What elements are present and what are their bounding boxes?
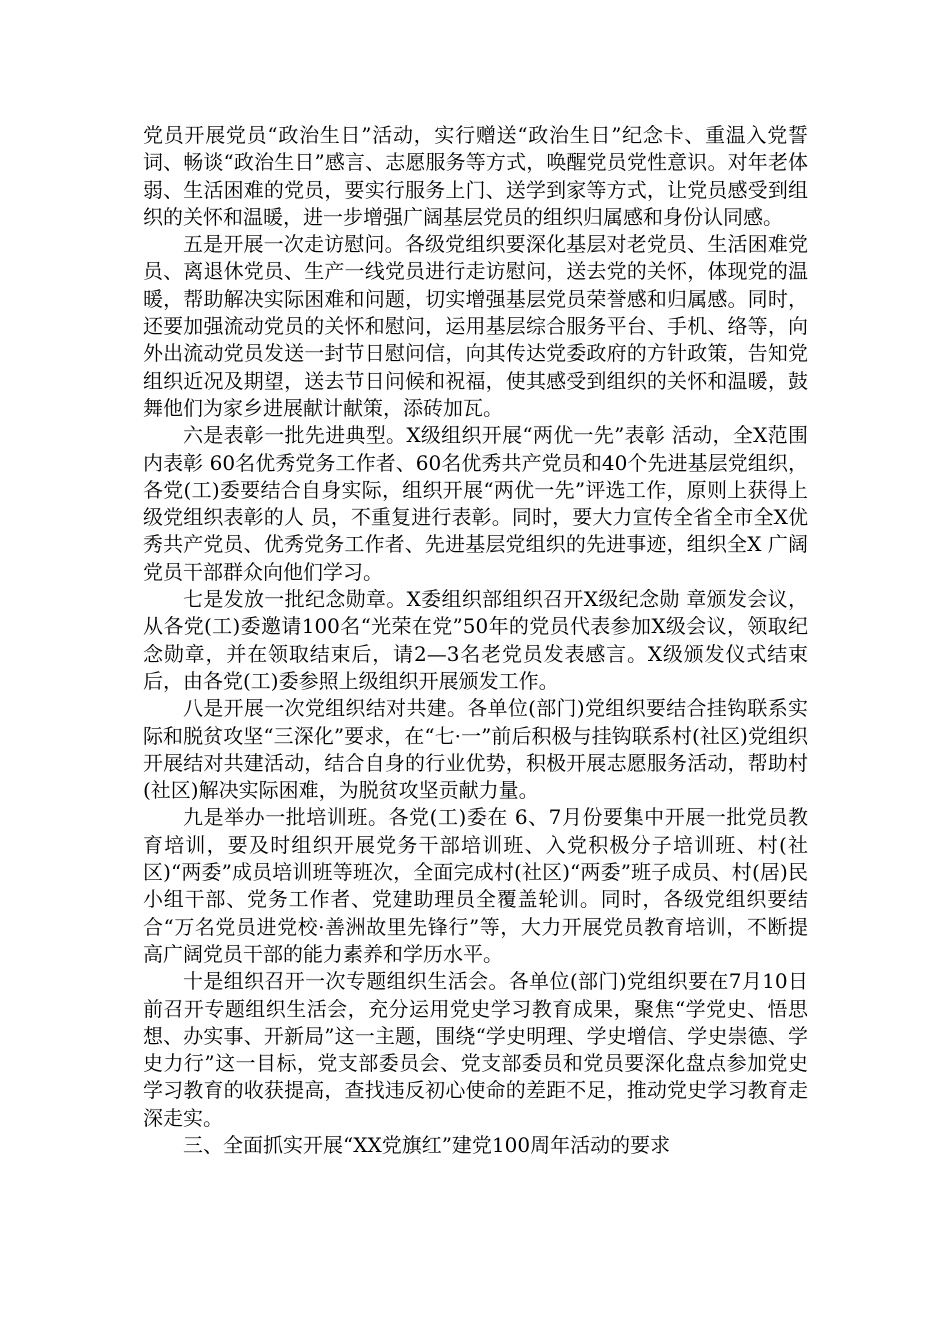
paragraph-1: 党员开展党员“政治生日”活动，实行赠送“政治生日”纪念卡、重温入党誓词、畅谈“政治生日”感言、志愿服务等方式，唤醒党员党性意识。对年老体弱、生活困难的党员，要实行服务上门、送学到家等方式，让党员感受到组织的关怀和温暖，进一步增强广阔基层党员的组织归属感和身份认同感。 xyxy=(143,123,808,229)
paragraph-5: 八是开展一次党组织结对共建。各单位(部门)党组织要结合挂钩联系实际和脱贫攻坚“三深化”要求，在“七·一”前后积极与挂钩联系村(社区)党组织开展结对共建活动，结合自身的行业优势，积极开展志愿服务活动，帮助村(社区)解决实际困难，为脱贫攻坚贡献力量。 xyxy=(143,696,808,803)
paragraph-7: 十是组织召开一次专题组织生活会。各单位(部门)党组织要在7月10日前召开专题组织生活会，充分运用党史学习教育成果，聚焦“学党史、悟思想、办实事、开新局”这一主题，围绕“学史明理、学史增信、学史崇德、学史力行”这一目标，党支部委员会、党支部委员和党员要深化盘点参加党史学习教育的收获提高，查找违反初心使命的差距不足，推动党史学习教育走深走实。 xyxy=(143,969,808,1130)
document-body xyxy=(143,122,808,1159)
paragraph-2: 五是开展一次走访慰问。各级党组织要深化基层对老党员、生活困难党员、离退休党员、生产一线党员进行走访慰问，送去党的关怀，体现党的温暖，帮助解决实际困难和问题，切实增强基层党员荣誉感和归属感。同时，还要加强流动党员的关怀和慰问，运用基层综合服务平台、手机、络等，向外出流动党员发送一封节日慰问信，向其传达党委政府的方针政策，告知党组织近况及期望，送去节日问候和祝福，使其感受到组织的关怀和温暖，鼓舞他们为家乡进展献计献策，添砖加瓦。 xyxy=(143,232,808,420)
paragraph-6: 九是举办一批培训班。各党(工)委在 6、7月份要集中开展一批党员教育培训，要及时组织开展党务干部培训班、入党积极分子培训班、村(社区)“两委”成员培训班等班次，全面完成村(社区)“两委”班子成员、村(居)民小组干部、党务工作者、党建助理员全覆盖轮训。同时，各级党组织要结合“万名党员进党校·善洲故里先锋行”等，大力开展党员教育培训，不断提高广阔党员干部的能力素养和学历水平。 xyxy=(143,805,808,966)
paragraph-3: 六是表彰一批先进典型。X级组织开展“两优一先”表彰 活动，全X范围内表彰 60名优秀党务工作者、60名优秀共产党员和40个先进基层党组织，各党(工)委要结合自身实际，组织开展“两优一先”评选工作，原则上获得上级党组织表彰的人 员，不重复进行表彰。同时，要大力宣传全省全市全X优秀共产党员、优秀党务工作者、先进基层党组织的先进事迹，组织全X 广阔党员干部群众向他们学习。 xyxy=(143,423,808,584)
paragraph-4: 七是发放一批纪念勋章。X委组织部组织召开X级纪念勋 章颁发会议，从各党(工)委邀请100名“光荣在党”50年的党员代表参加X级会议，领取纪念勋章，并在领取结束后，请2—3名老党员发表感言。X级颁发仪式结束后，由各党(工)委参照上级组织开展颁发工作。 xyxy=(143,587,808,693)
section-heading: 三、全面抓实开展“XX党旗红”建党100周年活动的要求 xyxy=(183,1132,671,1157)
